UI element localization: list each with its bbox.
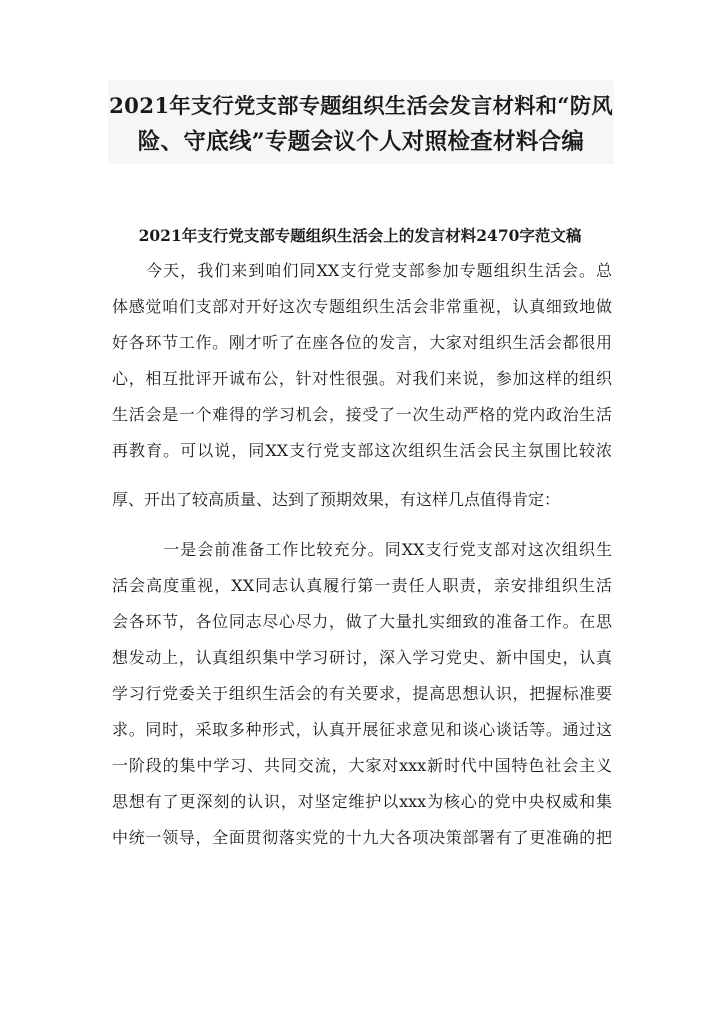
paragraph-1-line-5: 生活会是一个难得的学习机会，接受了一次生动严格的党内政治生活	[112, 405, 612, 424]
paragraph-2-line-1: 一是会前准备工作比较充分。同XX支行党支部对这次组织生	[112, 540, 612, 559]
paragraph-1-line-7: 厚、开出了较高质量、达到了预期效果，有这样几点值得肯定：	[112, 490, 561, 509]
paragraph-2-line-6: 求。同时，采取多种形式，认真开展征求意见和谈心谈话等。通过这	[112, 720, 612, 739]
paragraph-1-line-6: 再教育。可以说，同XX支行党支部这次组织生活会民主氛围比较浓	[112, 441, 612, 460]
title-line-1: 2021年支行党支部专题组织生活会发言材料和“防风	[109, 94, 613, 119]
paragraph-2-line-7: 一阶段的集中学习、共同交流，大家对xxx新时代中国特色社会主义	[112, 756, 612, 775]
paragraph-2-line-9: 中统一领导，全面贯彻落实党的十九大各项决策部署有了更准确的把	[112, 828, 612, 847]
paragraph-2-line-8: 思想有了更深刻的认识，对坚定维护以xxx为核心的党中央权威和集	[112, 792, 612, 811]
section-heading: 2021年支行党支部专题组织生活会上的发言材料2470字范文稿	[138, 226, 582, 245]
paragraph-1-line-3: 好各环节工作。刚才听了在座各位的发言，大家对组织生活会都很用	[112, 333, 612, 352]
paragraph-1-line-1: 今天，我们来到咱们同XX支行党支部参加专题组织生活会。总	[112, 261, 612, 280]
paragraph-2-line-5: 学习行党委关于组织生活会的有关要求，提高思想认识，把握标准要	[112, 684, 612, 703]
paragraph-1-line-2: 体感觉咱们支部对开好这次专题组织生活会非常重视，认真细致地做	[112, 297, 612, 316]
paragraph-2-line-4: 想发动上，认真组织集中学习研讨，深入学习党史、新中国史，认真	[112, 648, 612, 667]
paragraph-2-line-2: 活会高度重视，XX同志认真履行第一责任人职责，亲安排组织生活	[112, 576, 612, 595]
title-line-2: 险、守底线”专题会议个人对照检查材料合编	[137, 129, 585, 155]
paragraph-1-line-4: 心，相互批评开诚布公，针对性很强。对我们来说，参加这样的组织	[112, 369, 612, 388]
paragraph-2-line-3: 会各环节，各位同志尽心尽力，做了大量扎实细致的准备工作。在思	[112, 612, 612, 631]
document-title	[108, 80, 614, 164]
